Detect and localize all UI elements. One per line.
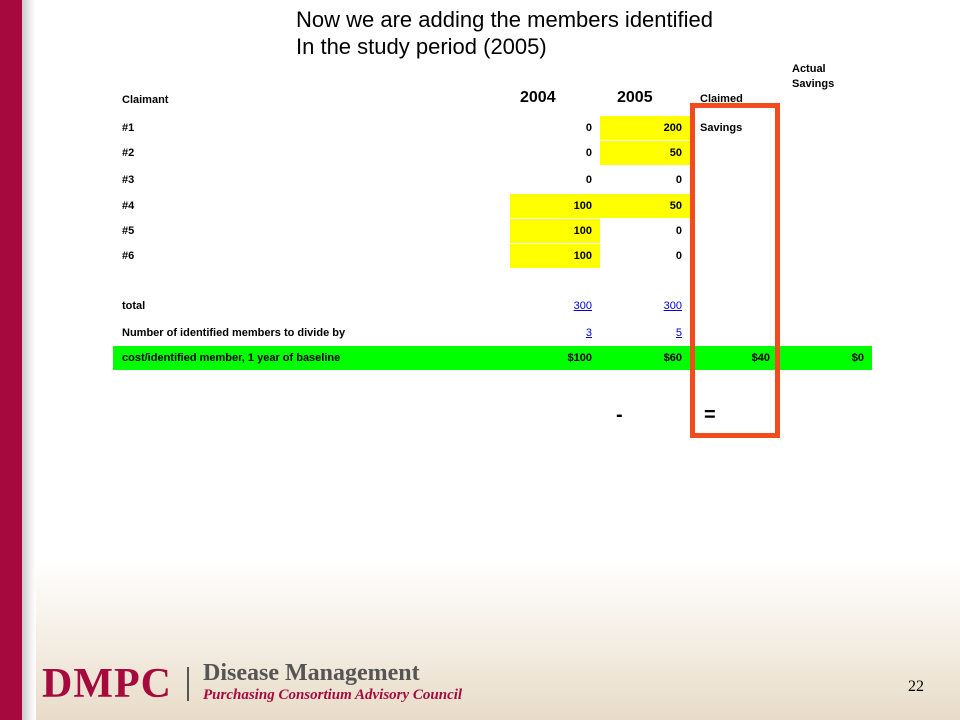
value-2005: 50 [600,194,690,218]
slide-title [296,6,713,60]
value-2005: 0 [675,174,682,186]
cost-2004: $100 [567,352,592,364]
year-2005-header: 2005 [617,89,653,106]
row-label: #6 [122,250,135,262]
claimant-header: Claimant [122,94,169,106]
divisor-2005-link[interactable]: 5 [675,327,682,339]
value-2005: 200 [600,116,690,140]
value-2005: 0 [675,250,682,262]
dmpc-logo: DMPC [42,661,172,707]
value-2004: 100 [510,219,600,243]
row-label: #3 [122,174,135,186]
equals-operator: = [704,404,716,426]
value-2005: 0 [675,225,682,237]
row-label: #4 [122,200,135,212]
claimed-savings-highlight-box [690,103,780,438]
slide-title-line2: In the study period (2005) [296,34,547,59]
divisor-label: Number of identified members to divide by [122,327,346,339]
value-2004: 100 [510,244,600,268]
page-number: 22 [908,678,924,695]
minus-operator: - [616,404,623,426]
actual-header-line1: Actual [792,63,826,75]
logo-divider [187,667,189,701]
total-2005-link[interactable]: 300 [663,300,682,312]
org-name-line1: Disease Management [203,660,420,686]
year-2004-header: 2004 [520,89,556,106]
cost-label: cost/identified member, 1 year of baseline [122,352,341,364]
value-2004: 0 [585,147,592,159]
row-label: #5 [122,225,135,237]
actual-header-line2: Savings [792,78,835,90]
cost-actual: $0 [851,352,864,364]
claimed-savings-label: Savings [700,122,743,134]
left-shadow-stripe [22,0,36,720]
value-2004: 0 [585,174,592,186]
value-2004: 100 [510,194,600,218]
footer-gradient [36,560,960,720]
value-2005: 50 [600,141,690,165]
value-2004: 0 [585,122,592,134]
left-brand-band [0,0,22,720]
row-label: #2 [122,147,135,159]
org-name-line2: Purchasing Consortium Advisory Council [203,687,463,703]
cost-claimed: $40 [751,352,770,364]
slide-title-line1: Now we are adding the members identified [296,7,714,32]
cost-2005: $60 [663,352,682,364]
total-2004-link[interactable]: 300 [573,300,592,312]
row-label: #1 [122,122,135,134]
total-label: total [122,300,146,312]
divisor-2004-link[interactable]: 3 [585,327,592,339]
claimed-header: Claimed [700,93,743,105]
